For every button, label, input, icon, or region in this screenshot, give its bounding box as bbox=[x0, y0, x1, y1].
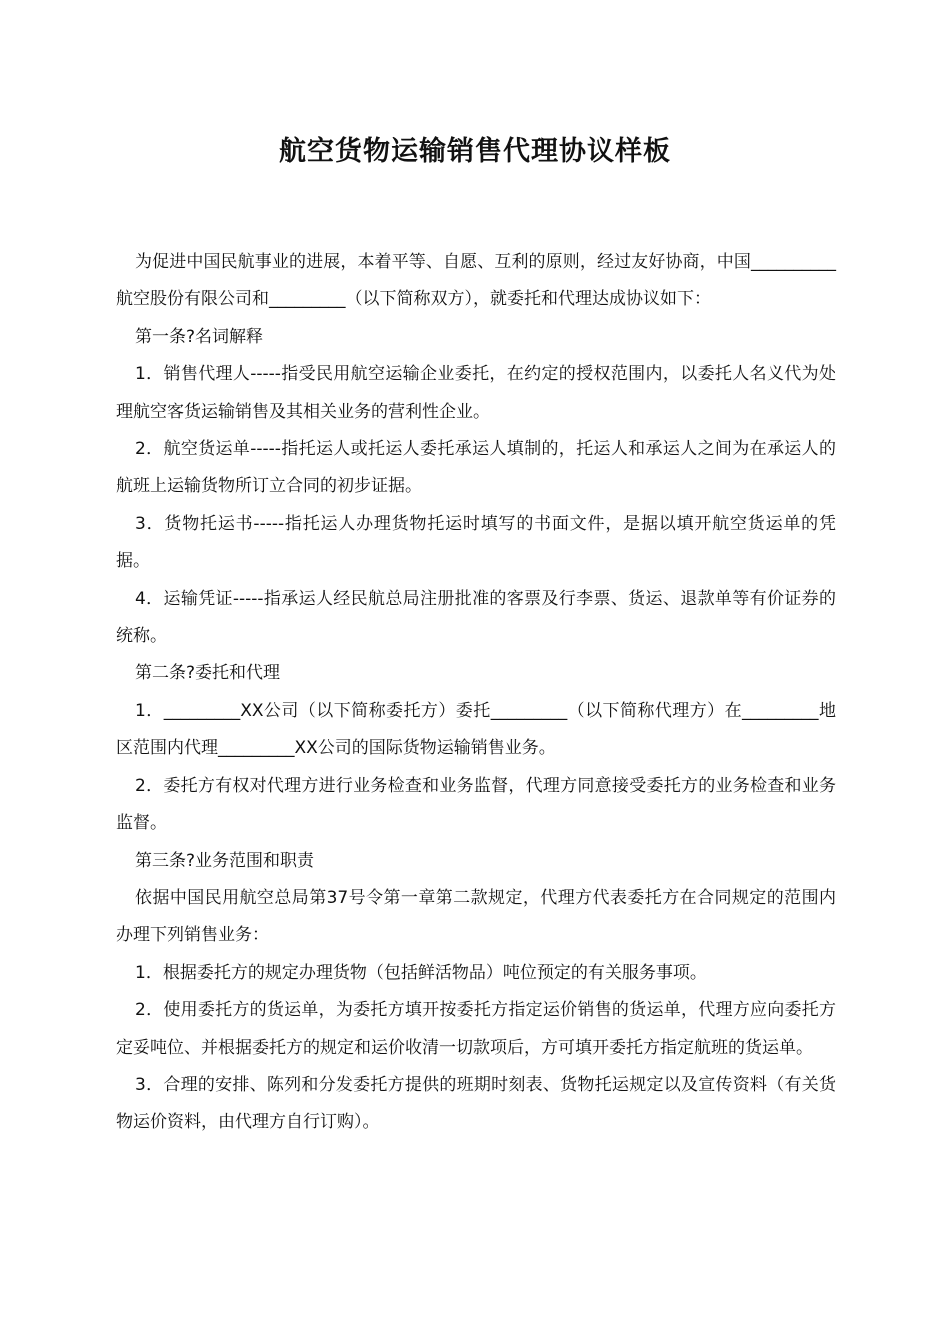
document-title: 航空货物运输销售代理协议样板 bbox=[279, 136, 671, 167]
article-1-heading: 第一条?名词解释 bbox=[135, 326, 264, 347]
article-2-item-2: 2．委托方有权对代理方进行业务检查和业务监督，代理方同意接受委托方的业务检查和业务监督。 bbox=[116, 775, 836, 834]
article-3-item-3: 3．合理的安排、陈列和分发委托方提供的班期时刻表、货物托运规定以及宣传资料（有关货物运价资料，由代理方自行订购）。 bbox=[116, 1074, 836, 1133]
article-3-intro: 依据中国民用航空总局第37号令第一章第二款规定，代理方代表委托方在合同规定的范围内办理下列销售业务： bbox=[116, 887, 836, 946]
article-2-heading: 第二条?委托和代理 bbox=[135, 663, 281, 684]
article-3-item-2: 2．使用委托方的货运单，为委托方填开按委托方指定运价销售的货运单，代理方应向委托方定妥吨位、并根据委托方的规定和运价收清一切款项后，方可填开委托方指定航班的货运单。 bbox=[116, 1000, 836, 1058]
article-1-item-3: 3．货物托运书-----指托运人办理货物托运时填写的书面文件，是据以填开航空货运单的凭据。 bbox=[116, 513, 836, 572]
document-body bbox=[116, 244, 836, 1142]
article-1-item-4: 4．运输凭证-----指承运人经民航总局注册批准的客票及行李票、货运、退款单等有价证券的统称。 bbox=[116, 588, 836, 647]
article-1-item-1: 1．销售代理人-----指受民用航空运输企业委托，在约定的授权范围内，以委托人名义代为处理航空客货运输销售及其相关业务的营利性企业。 bbox=[116, 364, 836, 422]
article-2-item-1: 1．_________XX公司（以下简称委托方）委托_________（以下简称代理方）在_________地区范围内代理_________XX公司的国际货物运输销售业务。 bbox=[116, 700, 836, 759]
article-1-item-2: 2．航空货运单-----指托运人或托运人委托承运人填制的，托运人和承运人之间为在承运人的航班上运输货物所订立合同的初步证据。 bbox=[116, 439, 836, 497]
intro-paragraph: 为促进中国民航事业的进展，本着平等、自愿、互利的原则，经过友好协商，中国__________航空股份有限公司和_________（以下简称双方），就委托和代理达成协议如下： bbox=[116, 252, 836, 310]
article-3-item-1: 1．根据委托方的规定办理货物（包括鲜活物品）吨位预定的有关服务事项。 bbox=[135, 962, 707, 983]
article-3-heading: 第三条?业务范围和职责 bbox=[135, 850, 315, 871]
